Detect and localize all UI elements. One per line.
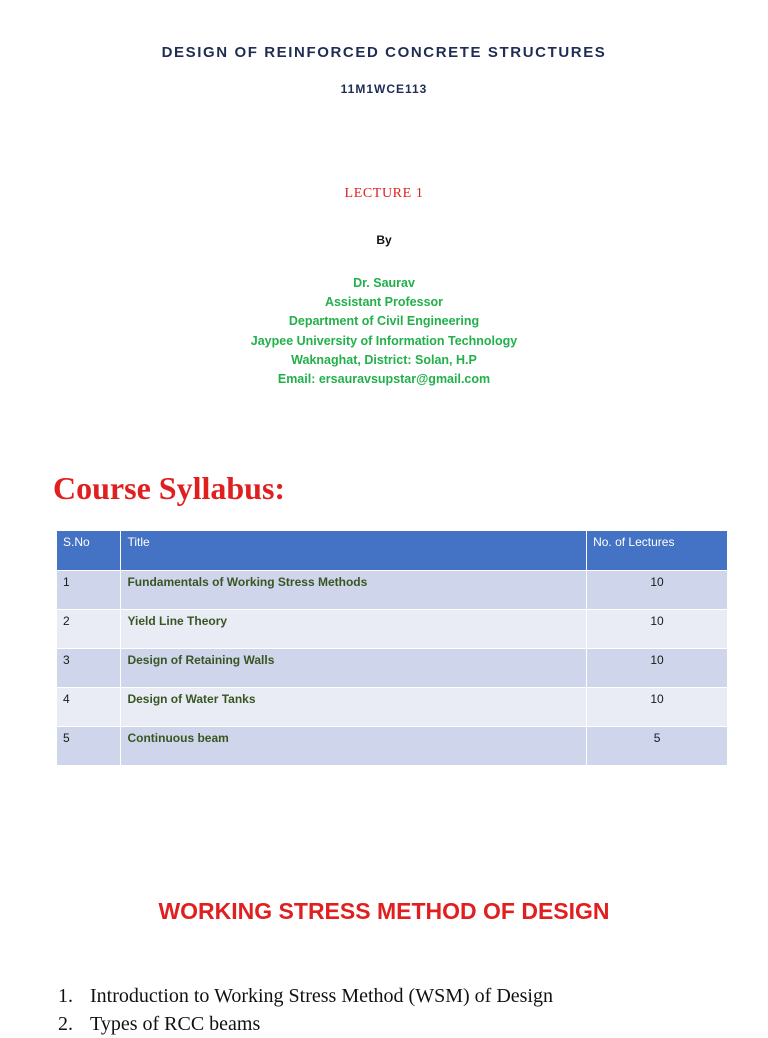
- list-item-number: 2.: [58, 1013, 73, 1035]
- author-university: Jaypee University of Information Technology: [250, 333, 518, 348]
- course-title: DESIGN OF REINFORCED CONCRETE STRUCTURES: [161, 44, 607, 61]
- table-row: [57, 609, 728, 648]
- author-block: [0, 274, 768, 389]
- list-item: [58, 1010, 553, 1038]
- list-item: [58, 982, 553, 1010]
- row-lectures: 10: [587, 609, 728, 648]
- row-title: Continuous beam: [121, 726, 587, 765]
- author-email: Email: ersauravsupstar@gmail.com: [277, 372, 491, 387]
- table-row: [57, 648, 728, 687]
- row-sno: 4: [57, 687, 121, 726]
- list-item-number: 1.: [58, 985, 73, 1007]
- author-department: Department of Civil Engineering: [288, 314, 480, 329]
- column-header-lectures: No. of Lectures: [587, 531, 728, 570]
- wsm-heading: WORKING STRESS METHOD OF DESIGN: [158, 898, 610, 924]
- topic-list: [58, 982, 553, 1038]
- row-title: Yield Line Theory: [121, 609, 587, 648]
- row-lectures: 10: [587, 687, 728, 726]
- syllabus-heading: Course Syllabus:: [53, 470, 286, 506]
- row-sno: 1: [57, 570, 121, 609]
- by-label: By: [376, 233, 392, 247]
- row-sno: 3: [57, 648, 121, 687]
- list-item-text: Introduction to Working Stress Method (WSM) of Design: [90, 985, 553, 1007]
- row-sno: 2: [57, 609, 121, 648]
- lecture-label: LECTURE 1: [344, 186, 424, 201]
- table-row: [57, 726, 728, 765]
- row-lectures: 10: [587, 570, 728, 609]
- author-name: Dr. Saurav: [353, 276, 415, 290]
- author-position: Assistant Professor: [324, 295, 444, 310]
- course-code: 11M1WCE113: [340, 82, 428, 96]
- row-title: Fundamentals of Working Stress Methods: [121, 570, 587, 609]
- row-lectures: 5: [587, 726, 728, 765]
- table-row: [57, 570, 728, 609]
- row-title: Design of Retaining Walls: [121, 648, 587, 687]
- list-item-text: Types of RCC beams: [90, 1013, 261, 1035]
- table-header-row: [57, 531, 728, 570]
- row-lectures: 10: [587, 648, 728, 687]
- syllabus-table: [57, 531, 728, 766]
- author-location: Waknaghat, District: Solan, H.P: [291, 352, 477, 367]
- column-header-title: Title: [121, 531, 587, 570]
- column-header-sno: S.No: [57, 531, 121, 570]
- row-title: Design of Water Tanks: [121, 687, 587, 726]
- row-sno: 5: [57, 726, 121, 765]
- table-row: [57, 687, 728, 726]
